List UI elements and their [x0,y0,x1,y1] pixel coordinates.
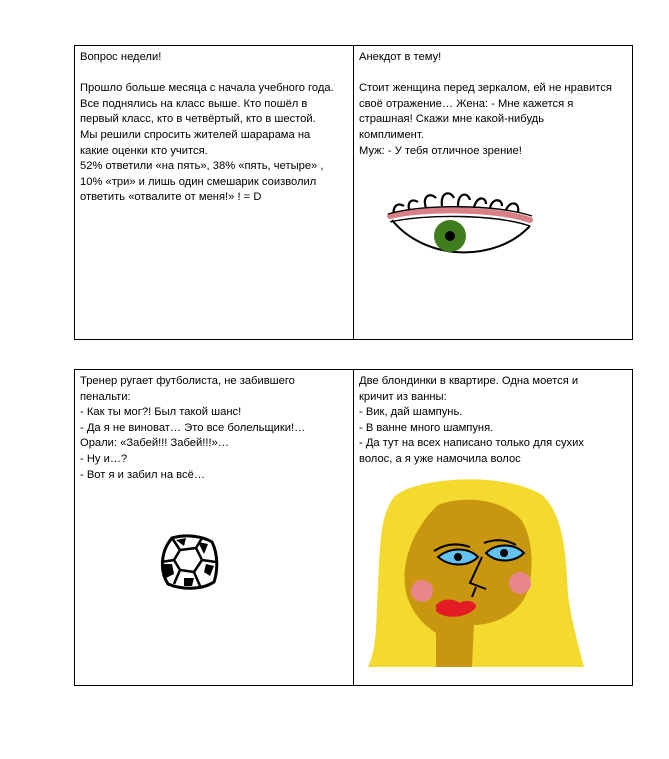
eye-drawing [384,186,534,258]
question-line: 52% ответили «на пять», 38% «пять, четыре» , [80,160,324,173]
joke-line: страшная! Скажи мне какой-нибудь [359,113,545,126]
question-line: Мы решили спросить жителей шарарама на [80,128,311,141]
coach-line: пенальти: [80,390,131,403]
question-line: 10% «три» и лишь один смешарик соизволил [80,175,317,188]
joke-line: Муж: - У тебя отличное зрение! [359,144,522,157]
coach-line: - Да я не виноват… Это все болельщики!… [80,421,306,434]
question-line: какие оценки кто учится. [80,144,208,157]
joke-line: комплимент. [359,128,424,141]
top-table [74,45,633,340]
blondes-line: волос, а я уже намочила волос [359,452,521,465]
blondes-line: Две блондинки в квартире. Одна моется и [359,375,579,387]
coach-line: - Как ты мог?! Был такой шанс! [80,406,242,419]
coach-line: - Вот я и забил на всё… [80,468,206,481]
blonde-face-drawing [354,475,584,667]
blank-line [80,66,347,82]
joke-line: Стоит женщина перед зеркалом, ей не нравится [359,82,612,95]
coach-line: Тренер ругает футболиста, не забившего [80,375,295,387]
coach-line: Орали: «Забей!!! Забей!!!»… [80,437,229,450]
soccer-ball-drawing [158,534,220,592]
question-line: ответить «отвалите от меня!» ! = D [80,191,262,204]
joke-title: Анекдот в тему! [359,51,442,63]
question-line: Все поднялись на класс выше. Кто пошёл в [80,97,308,110]
question-line: первый класс, кто в четвёртый, кто в шестой. [80,113,316,126]
question-line: Прошло больше месяца с начала учебного года. [80,82,334,95]
coach-cell [75,370,354,685]
coach-line: - Ну и…? [80,452,128,465]
blondes-line: - Да тут на всех написано только для сухих [359,437,584,450]
blondes-line: кричит из ванны: [359,390,447,403]
blondes-line: - Вик, дай шампунь. [359,406,463,419]
question-title: Вопрос недели! [80,51,162,63]
blondes-line: - В ванне много шампуня. [359,421,494,434]
joke-line: своё отражение… Жена: - Мне кажется я [359,97,574,110]
blank-line [359,66,626,82]
question-cell [75,46,354,339]
